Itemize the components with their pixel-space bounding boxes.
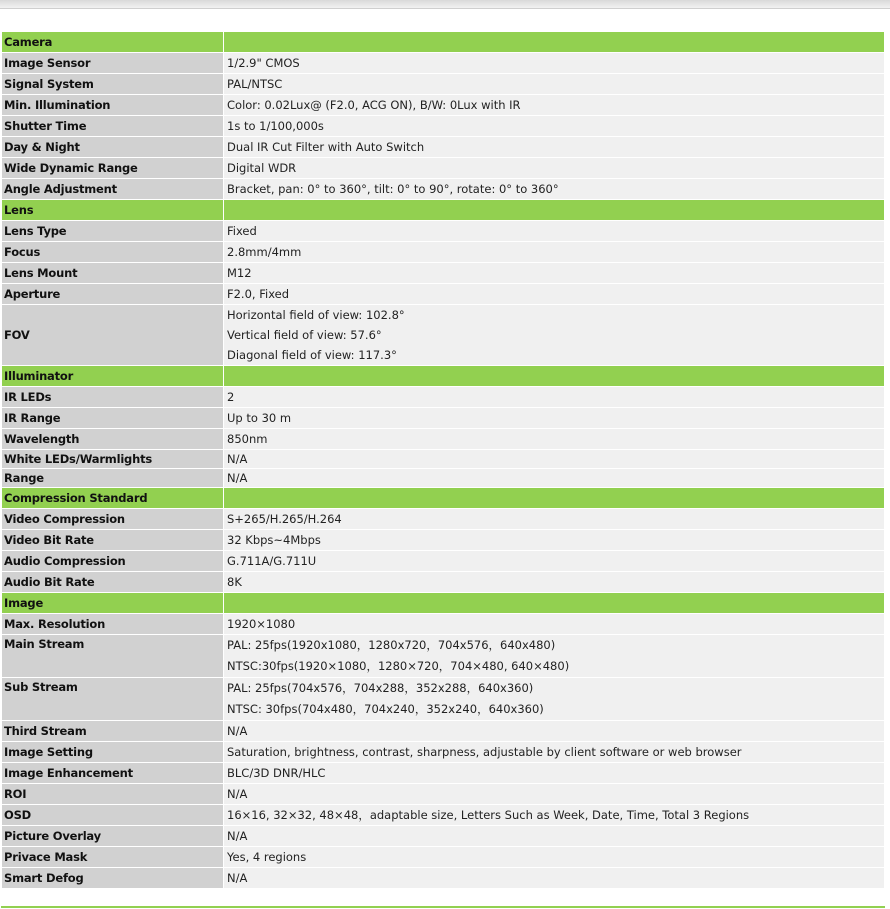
spec-label: Picture Overlay	[2, 826, 224, 847]
table-bottom-rule	[1, 906, 885, 908]
section-header-fill	[224, 593, 885, 614]
spec-row	[2, 408, 885, 429]
spec-label: Angle Adjustment	[2, 179, 224, 200]
section-title: Image	[2, 593, 224, 614]
spec-row	[2, 763, 885, 784]
spec-label: Wide Dynamic Range	[2, 158, 224, 179]
spec-label: FOV	[2, 305, 224, 366]
spec-label: Lens Type	[2, 221, 224, 242]
spec-row	[2, 572, 885, 593]
spec-label: Shutter Time	[2, 116, 224, 137]
spec-value: N/A	[224, 721, 885, 742]
spec-row	[2, 53, 885, 74]
spec-label: Privace Mask	[2, 847, 224, 868]
spec-row	[2, 678, 885, 721]
top-bar	[0, 0, 890, 9]
spec-row	[2, 263, 885, 284]
spec-value: Up to 30 m	[224, 408, 885, 429]
spec-label: Max. Resolution	[2, 614, 224, 635]
spec-value: 1/2.9" CMOS	[224, 53, 885, 74]
spec-row	[2, 784, 885, 805]
spec-label: Image Setting	[2, 742, 224, 763]
spec-table	[1, 31, 885, 889]
spec-label: Video Bit Rate	[2, 530, 224, 551]
spec-table-body	[2, 32, 885, 889]
spec-value: Yes, 4 regions	[224, 847, 885, 868]
spec-label: Video Compression	[2, 509, 224, 530]
spec-value-line: NTSC:30fps(1920×1080，1280×720，704×480, 640×480)	[227, 659, 570, 673]
spec-row	[2, 469, 885, 488]
spec-row	[2, 450, 885, 469]
section-header-row	[2, 488, 885, 509]
section-header-row	[2, 32, 885, 53]
spec-label: Main Stream	[2, 635, 224, 678]
spec-label: White LEDs/Warmlights	[2, 450, 224, 469]
spec-row	[2, 95, 885, 116]
spec-row	[2, 429, 885, 450]
spec-value: 32 Kbps~4Mbps	[224, 530, 885, 551]
spec-value: 8K	[224, 572, 885, 593]
spec-row	[2, 551, 885, 572]
section-header-fill	[224, 200, 885, 221]
spec-value: Saturation, brightness, contrast, sharpness, adjustable by client software or web browser	[224, 742, 885, 763]
spec-row	[2, 305, 885, 366]
spec-row	[2, 387, 885, 408]
spec-label: Signal System	[2, 74, 224, 95]
spec-value	[224, 305, 885, 366]
spec-value-line: PAL: 25fps(704x576，704x288，352x288，640x360)	[227, 681, 534, 695]
spec-value: M12	[224, 263, 885, 284]
spec-label: Image Enhancement	[2, 763, 224, 784]
spec-label: ROI	[2, 784, 224, 805]
spec-value: 850nm	[224, 429, 885, 450]
spec-label: OSD	[2, 805, 224, 826]
spec-value: G.711A/G.711U	[224, 551, 885, 572]
spec-label: Audio Compression	[2, 551, 224, 572]
spec-value: Fixed	[224, 221, 885, 242]
section-title: Illuminator	[2, 366, 224, 387]
spec-value-line: PAL: 25fps(1920x1080，1280x720，704x576，640x480)	[227, 638, 556, 652]
spec-row	[2, 242, 885, 263]
spec-row	[2, 847, 885, 868]
section-header-row	[2, 200, 885, 221]
spec-value-line: NTSC: 30fps(704x480，704x240，352x240，640x360)	[227, 702, 544, 716]
spec-value-line: Diagonal field of view: 117.3°	[227, 348, 397, 362]
spec-value: N/A	[224, 784, 885, 805]
spec-value: S+265/H.265/H.264	[224, 509, 885, 530]
spec-value: N/A	[224, 868, 885, 889]
spec-label: Range	[2, 469, 224, 488]
spec-row	[2, 742, 885, 763]
section-title: Camera	[2, 32, 224, 53]
spec-row	[2, 635, 885, 678]
section-header-fill	[224, 366, 885, 387]
spec-value: F2.0, Fixed	[224, 284, 885, 305]
spec-row	[2, 826, 885, 847]
spec-value-line: Horizontal field of view: 102.8°	[227, 308, 405, 322]
spec-row	[2, 868, 885, 889]
spec-label: Sub Stream	[2, 678, 224, 721]
spec-row	[2, 74, 885, 95]
spec-value: 16×16, 32×32, 48×48，adaptable size, Letters Such as Week, Date, Time, Total 3 Regions	[224, 805, 885, 826]
spec-value: BLC/3D DNR/HLC	[224, 763, 885, 784]
spec-row	[2, 721, 885, 742]
spec-label: Image Sensor	[2, 53, 224, 74]
spec-label: Lens Mount	[2, 263, 224, 284]
spec-label: Min. Illumination	[2, 95, 224, 116]
spec-value: PAL/NTSC	[224, 74, 885, 95]
spec-label: Wavelength	[2, 429, 224, 450]
spec-label: IR LEDs	[2, 387, 224, 408]
spec-value: 1s to 1/100,000s	[224, 116, 885, 137]
spec-row	[2, 179, 885, 200]
spec-row	[2, 509, 885, 530]
spec-label: Third Stream	[2, 721, 224, 742]
spec-value: Dual IR Cut Filter with Auto Switch	[224, 137, 885, 158]
spec-value: Color: 0.02Lux@ (F2.0, ACG ON), B/W: 0Lux with IR	[224, 95, 885, 116]
spec-value: N/A	[224, 826, 885, 847]
spec-value: Digital WDR	[224, 158, 885, 179]
spec-value: 1920×1080	[224, 614, 885, 635]
spec-row	[2, 116, 885, 137]
section-header-fill	[224, 32, 885, 53]
spec-row	[2, 805, 885, 826]
spec-value: 2.8mm/4mm	[224, 242, 885, 263]
spec-row	[2, 158, 885, 179]
section-title: Compression Standard	[2, 488, 224, 509]
spec-row	[2, 221, 885, 242]
spec-label: Audio Bit Rate	[2, 572, 224, 593]
spec-row	[2, 137, 885, 158]
section-header-row	[2, 366, 885, 387]
section-title: Lens	[2, 200, 224, 221]
spec-label: IR Range	[2, 408, 224, 429]
spec-label: Smart Defog	[2, 868, 224, 889]
spec-row	[2, 614, 885, 635]
spec-value: Bracket, pan: 0° to 360°, tilt: 0° to 90°, rotate: 0° to 360°	[224, 179, 885, 200]
spec-value: 2	[224, 387, 885, 408]
spec-label: Day & Night	[2, 137, 224, 158]
spec-value	[224, 678, 885, 721]
section-header-fill	[224, 488, 885, 509]
spec-value	[224, 635, 885, 678]
spec-label: Focus	[2, 242, 224, 263]
spec-value: N/A	[224, 469, 885, 488]
spec-label: Aperture	[2, 284, 224, 305]
spec-row	[2, 284, 885, 305]
spec-value-line: Vertical field of view: 57.6°	[227, 328, 382, 342]
spec-value: N/A	[224, 450, 885, 469]
spec-row	[2, 530, 885, 551]
section-header-row	[2, 593, 885, 614]
